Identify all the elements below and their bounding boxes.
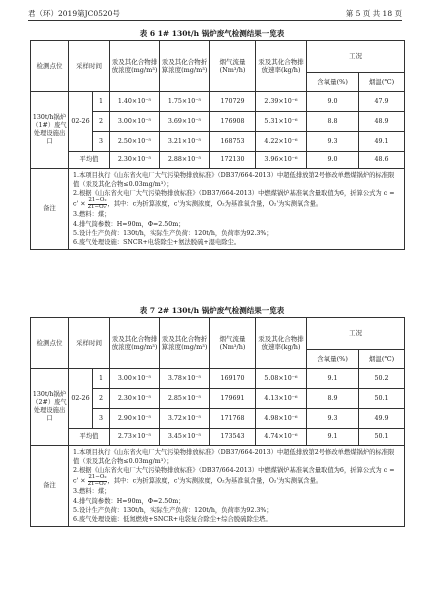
rate-cell: 2.39×10⁻⁶: [256, 92, 307, 112]
avg-flow: 173543: [210, 429, 256, 446]
header-oxygen: 含氧量(%): [307, 350, 359, 369]
oxygen-cell: 9.0: [307, 92, 359, 112]
page-number: 第 5 页 共 18 页: [345, 9, 402, 18]
note-6: 6.废气处理设施：SNCR+电袋除尘+氨法脱硫+湿电除尘。: [73, 238, 241, 246]
note-2-explain: ，其中：c为折算浓度，c'为实测浓度，O₂为基准氧含量，O₂'为实测氧含量。: [107, 200, 323, 208]
conversion-formula: [88, 475, 108, 487]
header-converted: 汞及其化合物折算浓度(mg/m³): [160, 318, 210, 369]
temp-cell: 48.9: [359, 112, 405, 132]
measured-cell: 2.30×10⁻⁵: [110, 389, 160, 409]
header-rate: 汞及其化合物排放速率(kg/h): [256, 318, 307, 369]
rate-cell: 4.13×10⁻⁶: [256, 389, 307, 409]
header-time: 采样时间: [69, 318, 110, 369]
note-2: [73, 466, 400, 487]
avg-oxygen: 9.0: [307, 152, 359, 169]
note-5: 5.设计生产负荷：130t/h，实际生产负荷：120t/h，负荷率为92.3%；: [73, 506, 273, 514]
oxygen-cell: 9.3: [307, 132, 359, 152]
converted-cell: 1.75×10⁻⁵: [160, 92, 210, 112]
formula-numerator: 21−O₂: [88, 197, 107, 204]
note-3: 3.燃料：煤；: [73, 211, 111, 219]
rate-cell: 4.22×10⁻⁶: [256, 132, 307, 152]
header-measured: 汞及其化合物排放浓度(mg/m³): [110, 318, 160, 369]
sample-no: 1: [93, 92, 110, 112]
temp-cell: 50.1: [359, 389, 405, 409]
oxygen-cell: 8.9: [307, 389, 359, 409]
sample-no: 1: [93, 369, 110, 389]
sample-no: 3: [93, 409, 110, 429]
flow-cell: 171768: [210, 409, 256, 429]
rate-cell: 4.98×10⁻⁶: [256, 409, 307, 429]
remark-label: 备注: [31, 446, 69, 527]
header-temp: 烟温(℃): [359, 350, 405, 369]
header-rate: 汞及其化合物排放速率(kg/h): [256, 41, 307, 92]
avg-temp: 50.1: [359, 429, 405, 446]
converted-cell: 3.21×10⁻⁵: [160, 132, 210, 152]
header-measured: 汞及其化合物排放浓度(mg/m³): [110, 41, 160, 92]
rate-cell: 5.31×10⁻⁶: [256, 112, 307, 132]
flow-cell: 170729: [210, 92, 256, 112]
page-header: [28, 8, 402, 21]
flow-cell: 179691: [210, 389, 256, 409]
avg-rate: 4.74×10⁻⁶: [256, 429, 307, 446]
site-cell: 130t/h锅炉（2#）废气处理设施出口: [31, 369, 69, 446]
temp-cell: 47.9: [359, 92, 405, 112]
note-3: 3.燃料：煤；: [73, 488, 111, 496]
avg-rate: 3.96×10⁻⁶: [256, 152, 307, 169]
header-converted: 汞及其化合物折算浓度(mg/m³): [160, 41, 210, 92]
avg-measured: 2.30×10⁻⁵: [110, 152, 160, 169]
header-condition: 工况: [307, 318, 405, 350]
temp-cell: 49.1: [359, 132, 405, 152]
remark-notes: [69, 169, 405, 250]
table7-table: [30, 317, 405, 527]
table6-table: [30, 40, 405, 250]
oxygen-cell: 9.3: [307, 409, 359, 429]
note-2-explain: ，其中：c为折算浓度，c'为实测浓度，O₂为基准氧含量，O₂'为实测氧含量。: [107, 477, 323, 485]
header-oxygen: 含氧量(%): [307, 73, 359, 92]
note-5: 5.设计生产负荷：130t/h，实际生产负荷：120t/h，负荷率为92.3%；: [73, 229, 273, 237]
date-cell: 02-26: [69, 92, 93, 152]
site-cell: 130t/h锅炉（1#）废气处理设施出口: [31, 92, 69, 169]
table6-caption: 表 6 1# 130t/h 锅炉废气检测结果一览表: [139, 29, 285, 38]
note-2: [73, 189, 400, 210]
converted-cell: 3.78×10⁻⁵: [160, 369, 210, 389]
header-flow: 烟气流量(Nm³/h): [210, 41, 256, 92]
oxygen-cell: 8.8: [307, 112, 359, 132]
measured-cell: 3.00×10⁻⁵: [110, 112, 160, 132]
avg-temp: 48.6: [359, 152, 405, 169]
flow-cell: 176908: [210, 112, 256, 132]
temp-cell: 49.9: [359, 409, 405, 429]
remark-notes: [69, 446, 405, 527]
header-site: 检测点位: [31, 41, 69, 92]
measured-cell: 1.40×10⁻⁵: [110, 92, 160, 112]
header-time: 采样时间: [69, 41, 110, 92]
formula-denominator: 21−O₂': [87, 480, 108, 487]
report-number: 君（环）2019第JC0520号: [28, 9, 120, 18]
header-flow: 烟气流量(Nm³/h): [210, 318, 256, 369]
sample-no: 2: [93, 112, 110, 132]
note-4: 4.排气筒参数：H=90m，Φ=2.50m；: [73, 220, 185, 228]
header-condition: 工况: [307, 41, 405, 73]
date-cell: 02-26: [69, 369, 93, 429]
table7-caption: 表 7 2# 130t/h 锅炉废气检测结果一览表: [139, 306, 285, 315]
sample-no: 2: [93, 389, 110, 409]
temp-cell: 50.2: [359, 369, 405, 389]
conversion-formula: [88, 198, 108, 210]
note-6: 6.废气处理设施：低氮燃烧+SNCR+电袋复合除尘+综合脱硫除尘塔。: [73, 515, 272, 523]
formula-numerator: 21−O₂: [88, 474, 107, 481]
note-2-text: 2.根据《山东省火电厂大气污染物排放标准》（DB37/664-2013）中燃煤锅炉基准氧含量取值为6，折算公式为 c = c' ×: [73, 190, 395, 208]
avg-converted: 3.45×10⁻⁵: [160, 429, 210, 446]
flow-cell: 169170: [210, 369, 256, 389]
converted-cell: 2.85×10⁻⁵: [160, 389, 210, 409]
measured-cell: 3.00×10⁻⁵: [110, 369, 160, 389]
converted-cell: 3.72×10⁻⁵: [160, 409, 210, 429]
sample-no: 3: [93, 132, 110, 152]
note-1: 1.本项目执行《山东省火电厂大气污染物排放标准》（DB37/664-2013）中超低排放第2号修改单燃煤锅炉的标准限值（汞及其化合物≤0.03mg/m³）；: [73, 172, 395, 189]
avg-converted: 2.88×10⁻⁵: [160, 152, 210, 169]
avg-label: 平均值: [69, 429, 110, 446]
oxygen-cell: 9.1: [307, 369, 359, 389]
converted-cell: 3.69×10⁻⁵: [160, 112, 210, 132]
avg-measured: 2.73×10⁻⁵: [110, 429, 160, 446]
avg-oxygen: 9.1: [307, 429, 359, 446]
note-1: 1.本项目执行《山东省火电厂大气污染物排放标准》（DB37/664-2013）中超低排放第2号修改单燃煤锅炉的标准限值（汞及其化合物≤0.03mg/m³）；: [73, 449, 395, 466]
rate-cell: 5.08×10⁻⁶: [256, 369, 307, 389]
header-site: 检测点位: [31, 318, 69, 369]
remark-label: 备注: [31, 169, 69, 250]
header-temp: 烟温(℃): [359, 73, 405, 92]
note-2-text: 2.根据《山东省火电厂大气污染物排放标准》（DB37/664-2013）中燃煤锅炉基准氧含量取值为6，折算公式为 c = c' ×: [73, 467, 395, 485]
note-4: 4.排气筒参数：H=90m，Φ=2.50m；: [73, 497, 185, 505]
avg-flow: 172130: [210, 152, 256, 169]
flow-cell: 168753: [210, 132, 256, 152]
measured-cell: 2.90×10⁻⁵: [110, 409, 160, 429]
measured-cell: 2.50×10⁻⁵: [110, 132, 160, 152]
formula-denominator: 21−O₂': [87, 203, 108, 210]
avg-label: 平均值: [69, 152, 110, 169]
